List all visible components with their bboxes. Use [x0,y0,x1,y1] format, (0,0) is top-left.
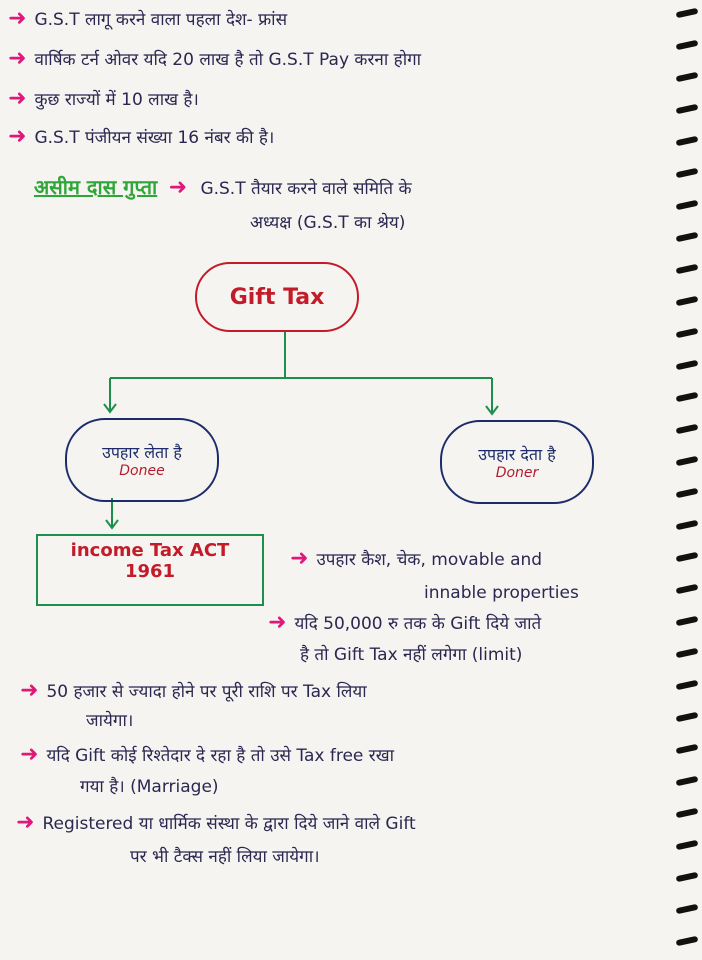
bottom-line-3 [20,744,394,767]
bottom-text-4: गया है। (Marriage) [80,777,219,797]
bottom-line-1 [20,680,367,703]
doner-title: उपहार देता है [478,445,556,464]
donee-title: उपहार लेता है [102,443,182,462]
mid-text-1: उपहार कैश, चेक, movable and [316,550,543,570]
arrow-icon: ➜ [8,124,27,149]
bottom-line-6 [130,846,320,868]
arrow-icon: ➜ [8,46,27,71]
bottom-text-6: पर भी टैक्स नहीं लिया जायेगा। [130,847,320,867]
mid-line-1 [290,548,542,571]
note-text-2: वार्षिक टर्न ओवर यदि 20 लाख है तो G.S.T Pay करना होगा [34,50,422,70]
bottom-line-2 [86,710,133,732]
bottom-text-3: यदि Gift कोई रिश्तेदार दे रहा है तो उसे Tax free रखा [46,746,395,766]
arrow-icon: ➜ [290,546,309,571]
note-text-4: G.S.T पंजीयन संख्या 16 नंबर की है। [34,128,275,148]
mid-line-2 [424,582,579,604]
mid-line-4 [300,644,522,666]
donee-label: Donee [119,463,165,479]
act-name: income Tax ACT [70,540,230,561]
doner-label: Doner [495,465,539,481]
bottom-text-1: 50 हजार से ज्यादा होने पर पूरी राशि पर Tax लिया [46,682,367,702]
bottom-text-5: Registered या धार्मिक संस्था के द्वारा दिये जाने वाले Gift [42,814,416,834]
bottom-line-5 [16,812,416,835]
gift-tax-label: Gift Tax [229,284,325,310]
mid-text-3: यदि 50,000 रु तक के Gift दिये जाते [294,614,542,634]
arrow-icon: ➜ [8,6,27,31]
mid-text-2: innable properties [424,583,579,603]
arrow-icon: ➜ [268,610,287,635]
note-text-1: G.S.T लागू करने वाला पहला देश- फ्रांस [34,10,288,30]
arrow-icon: ➜ [168,175,188,200]
committee-text-1: G.S.T तैयार करने वाले समिति के [200,179,412,199]
arrow-icon: ➜ [20,742,39,767]
arrow-icon: ➜ [20,678,39,703]
gift-tax-cloud [195,262,359,332]
income-tax-act-box [36,534,264,606]
doner-cloud [440,420,594,504]
arrow-icon: ➜ [16,810,35,835]
committee-text-2: अध्यक्ष (G.S.T का श्रेय) [250,213,406,233]
bottom-text-2: जायेगा। [86,711,134,731]
mid-text-4: है तो Gift Tax नहीं लगेगा (limit) [300,645,523,665]
arrow-icon: ➜ [8,86,27,111]
committee-name: असीम दास गुप्ता [34,175,158,199]
bottom-line-4 [80,776,219,798]
mid-line-3 [268,612,541,635]
note-text-3: कुछ राज्यों में 10 लाख है। [34,90,199,110]
donee-cloud [65,418,219,502]
act-year: 1961 [124,561,176,582]
